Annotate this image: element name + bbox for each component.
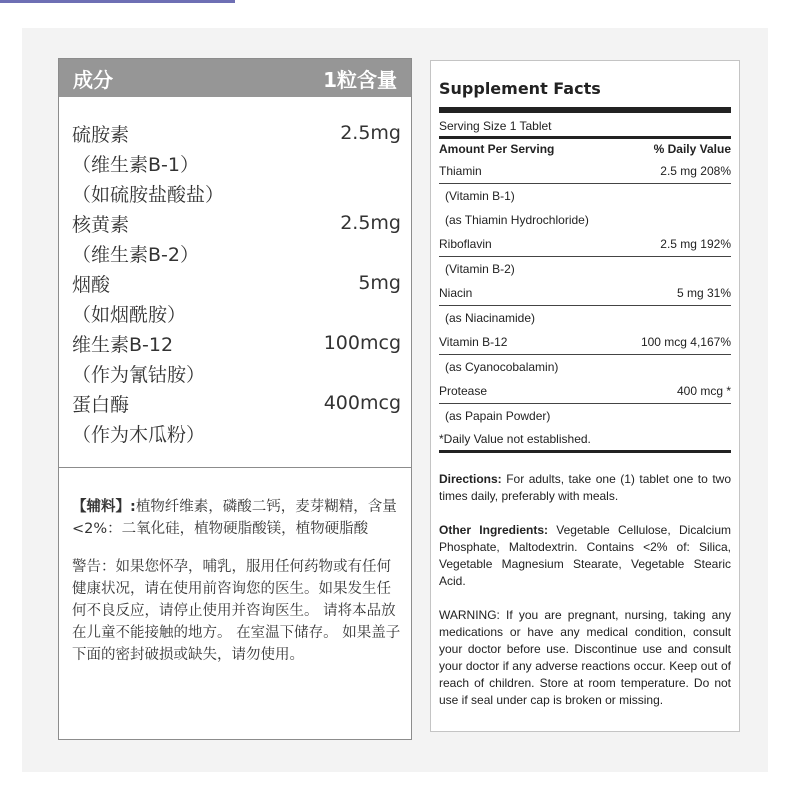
other-ingredients-paragraph bbox=[439, 522, 731, 590]
ingredient-row bbox=[59, 388, 411, 418]
nutrient-note-text: (as Niacinamide) bbox=[445, 311, 536, 325]
ingredient-value: 100mcg bbox=[323, 332, 401, 354]
nutrient-row-thiamin bbox=[439, 159, 731, 183]
nutrient-amount: 5 mg 31% bbox=[676, 286, 731, 300]
header-ingredient: 成分 bbox=[73, 67, 113, 92]
ingredient-name: （维生素B-2） bbox=[72, 243, 199, 266]
col-dv-header: % Daily Value bbox=[653, 142, 731, 156]
daily-value-footnote: *Daily Value not established. bbox=[439, 432, 591, 446]
nutrient-name: Protease bbox=[439, 384, 488, 398]
nutrient-note bbox=[439, 355, 731, 379]
nutrient-name: Niacin bbox=[439, 286, 473, 300]
nutrient-amount: 400 mcg * bbox=[676, 384, 731, 398]
facts-column-header bbox=[439, 139, 731, 159]
nutrient-row-b12 bbox=[439, 330, 731, 354]
supplement-facts-label bbox=[430, 60, 740, 732]
ingredient-name: （如烟酰胺） bbox=[72, 303, 187, 326]
nutrient-note bbox=[439, 306, 731, 330]
nutrient-note-text: (Vitamin B-1) bbox=[445, 189, 515, 203]
ingredient-row bbox=[59, 238, 411, 268]
ingredient-row bbox=[59, 208, 411, 238]
nutrient-name: Thiamin bbox=[439, 164, 482, 178]
other-ingredients-label: Other Ingredients: bbox=[439, 523, 548, 537]
ingredient-name: （如硫胺盐酸盐） bbox=[72, 183, 225, 206]
serving-size bbox=[439, 116, 731, 136]
excipients-paragraph bbox=[72, 496, 405, 540]
nutrient-row-niacin bbox=[439, 281, 731, 305]
ingredient-row bbox=[59, 358, 411, 388]
ingredient-row bbox=[59, 268, 411, 298]
excipients-label: 【辅料】: bbox=[72, 499, 136, 515]
nutrient-note-text: (as Thiamin Hydrochloride) bbox=[445, 213, 589, 227]
nutrient-amount: 2.5 mg 208% bbox=[660, 164, 731, 178]
nutrient-name: Riboflavin bbox=[439, 237, 492, 251]
ingredient-value: 5mg bbox=[358, 272, 401, 294]
ingredient-row bbox=[59, 148, 411, 178]
ingredient-value: 400mcg bbox=[323, 392, 401, 414]
nutrient-name: Vitamin B-12 bbox=[439, 335, 508, 349]
ingredient-name: 维生素B-12 bbox=[72, 333, 174, 356]
ingredient-name: 硫胺素 bbox=[72, 123, 130, 146]
nutrient-note bbox=[439, 184, 731, 208]
nutrient-note bbox=[439, 404, 731, 428]
nutrient-row-riboflavin bbox=[439, 232, 731, 256]
chinese-table-header bbox=[59, 59, 411, 97]
nutrient-note bbox=[439, 208, 731, 232]
directions-label: Directions: bbox=[439, 472, 502, 486]
col-amount-header: Amount Per Serving bbox=[439, 142, 555, 156]
directions-text: For adults, take one (1) tablet one to two times daily, preferably with meals. bbox=[439, 472, 731, 503]
ingredient-name: 蛋白酶 bbox=[72, 393, 130, 416]
ingredient-row bbox=[59, 328, 411, 358]
medium-rule bbox=[439, 450, 731, 453]
ingredient-value: 2.5mg bbox=[340, 122, 401, 144]
chinese-notes bbox=[72, 496, 405, 666]
ingredient-row bbox=[59, 298, 411, 328]
ingredient-row bbox=[59, 178, 411, 208]
top-accent-bar bbox=[0, 0, 235, 3]
ingredient-name: 核黄素 bbox=[72, 213, 130, 236]
excipients-text: 植物纤维素，磷酸二钙，麦芽糊精，含量<2%：二氧化硅，植物硬脂酸镁，植物硬脂酸 bbox=[72, 499, 397, 537]
ingredient-value: 2.5mg bbox=[340, 212, 401, 234]
chinese-ingredient-rows bbox=[59, 97, 411, 448]
ingredient-row bbox=[59, 118, 411, 148]
chinese-ingredient-label bbox=[58, 58, 412, 740]
nutrient-amount: 100 mcg 4,167% bbox=[640, 335, 731, 349]
english-warning: WARNING: If you are pregnant, nursing, taking any medications or have any medical condition, consult your doctor before use. Discontinue use and consult your doctor if any adverse reactions occur. Keep out of reach of children. Store at room temperature. Do not use if seal under cap is broken or missing. bbox=[439, 608, 731, 707]
nutrient-note-text: (as Papain Powder) bbox=[445, 409, 551, 423]
nutrient-note-text: (Vitamin B-2) bbox=[445, 262, 515, 276]
directions-paragraph bbox=[439, 471, 731, 505]
section-divider bbox=[59, 467, 411, 468]
nutrient-amount: 2.5 mg 192% bbox=[660, 237, 731, 251]
ingredient-name: （维生素B-1） bbox=[72, 153, 199, 176]
nutrient-row-protease bbox=[439, 379, 731, 403]
nutrient-note-text: (as Cyanocobalamin) bbox=[445, 360, 559, 374]
ingredient-row bbox=[59, 418, 411, 448]
chinese-warning: 警告：如果您怀孕，哺乳，服用任何药物或有任何健康状况，请在使用前咨询您的医生。如果发生任何不良反应，请停止使用并咨询医生。 请将本品放在儿童不能接触的地方。 在室温下储存。 如果盖子下面的密封破损或缺失，请勿使用。 bbox=[72, 559, 401, 663]
supplement-facts-content bbox=[439, 61, 731, 709]
header-amount: 1粒含量 bbox=[323, 67, 397, 92]
serving-size-text: Serving Size 1 Tablet bbox=[439, 119, 552, 133]
supplement-facts-title: Supplement Facts bbox=[439, 79, 601, 98]
ingredient-name: （作为氰钴胺） bbox=[72, 363, 206, 386]
nutrient-note bbox=[439, 257, 731, 281]
ingredient-name: 烟酸 bbox=[72, 273, 111, 296]
thick-rule bbox=[439, 107, 731, 113]
other-ingredients-text: Vegetable Cellulose, Dicalcium Phosphate, Maltodextrin. Contains <2% of: Silica, Vegetable Magnesium Stearate, Vegetable Stearic Acid. bbox=[439, 523, 731, 588]
ingredient-name: （作为木瓜粉） bbox=[72, 423, 206, 446]
